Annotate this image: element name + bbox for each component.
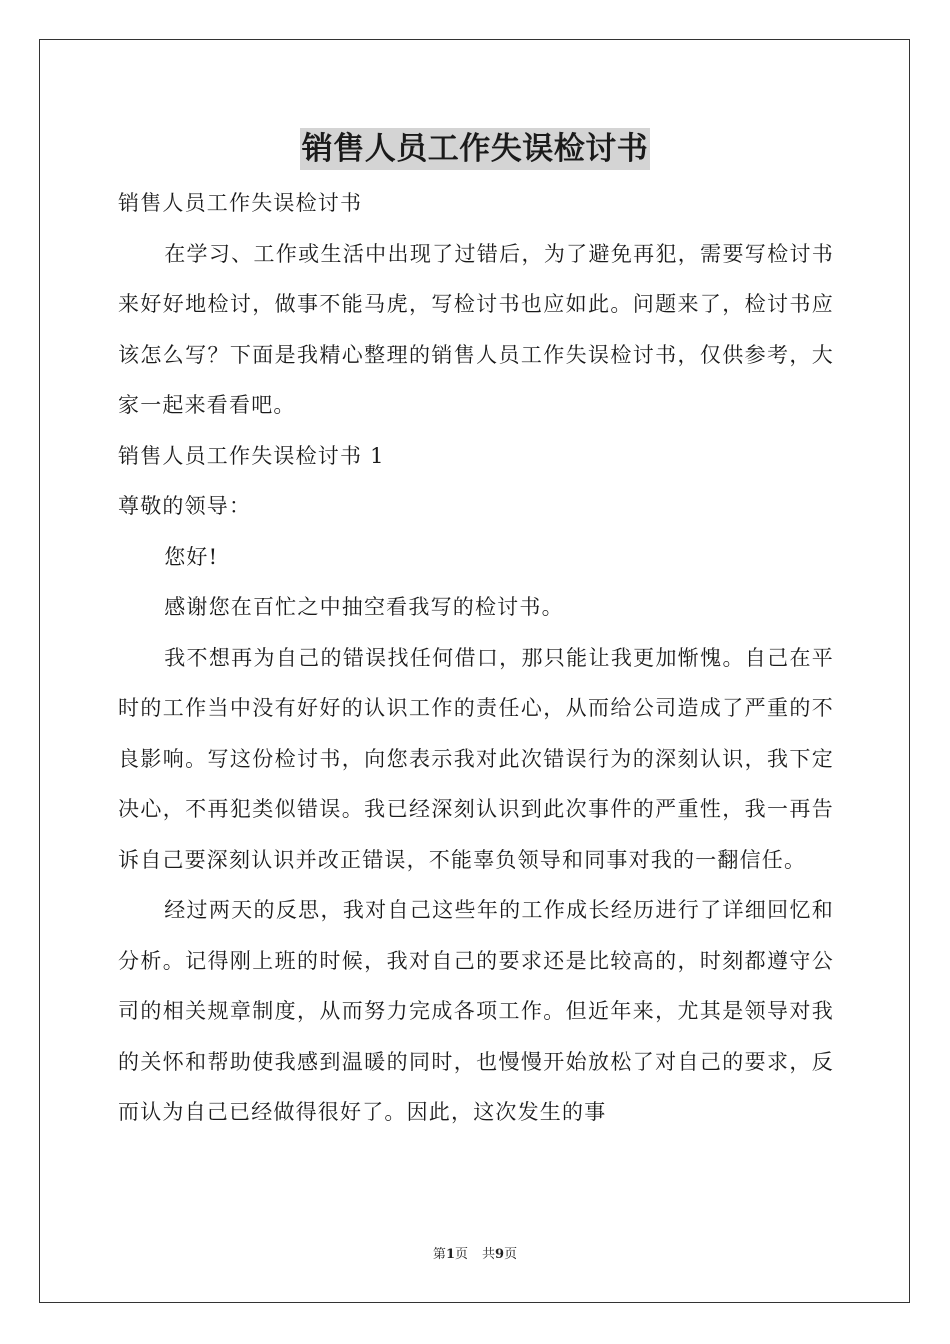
section-heading: 销售人员工作失误检讨书 1	[118, 443, 385, 468]
greeting: 您好!	[164, 544, 219, 569]
title-container	[0, 128, 950, 170]
document-body	[118, 178, 834, 1138]
page-current: 1	[445, 1247, 455, 1262]
paragraph: 感谢您在百忙之中抽空看我写的检讨书。	[164, 595, 564, 619]
paragraph: 在学习、工作或生活中出现了过错后，为了避免再犯，需要写检讨书来好好地检讨，做事不能马虎，写检讨书也应如此。问题来了，检讨书应该怎么写？下面是我精心整理的销售人员工作失误检讨书，仅供参考，大家一起来看看吧。	[118, 241, 834, 417]
page-suffix: 页	[454, 1247, 468, 1262]
paragraph: 我不想再为自己的错误找任何借口，那只能让我更加惭愧。自己在平时的工作当中没有好好的认识工作的责任心，从而给公司造成了严重的不良影响。写这份检讨书，向您表示我对此次错误行为的深刻认识，我下定决心，不再犯类似错误。我已经深刻认识到此次事件的严重性，我一再告诉自己要深刻认识并改正错误，不能辜负领导和同事对我的一翻信任。	[118, 645, 834, 872]
paragraph: 经过两天的反思，我对自己这些年的工作成长经历进行了详细回忆和分析。记得刚上班的时候，我对自己的要求还是比较高的，时刻都遵守公司的相关规章制度，从而努力完成各项工作。但近年来，尤其是领导对我的关怀和帮助使我感到温暖的同时，也慢慢开始放松了对自己的要求，反而认为自己已经做得很好了。因此，这次发生的事	[118, 898, 834, 1124]
page-total: 9	[495, 1247, 505, 1262]
salutation: 尊敬的领导：	[118, 494, 252, 518]
page-footer	[0, 1246, 950, 1264]
document-title: 销售人员工作失误检讨书	[300, 128, 651, 170]
total-prefix: 共	[482, 1247, 496, 1262]
total-suffix: 页	[504, 1247, 518, 1262]
page-prefix: 第	[432, 1247, 446, 1262]
paragraph: 销售人员工作失误检讨书	[118, 191, 363, 215]
